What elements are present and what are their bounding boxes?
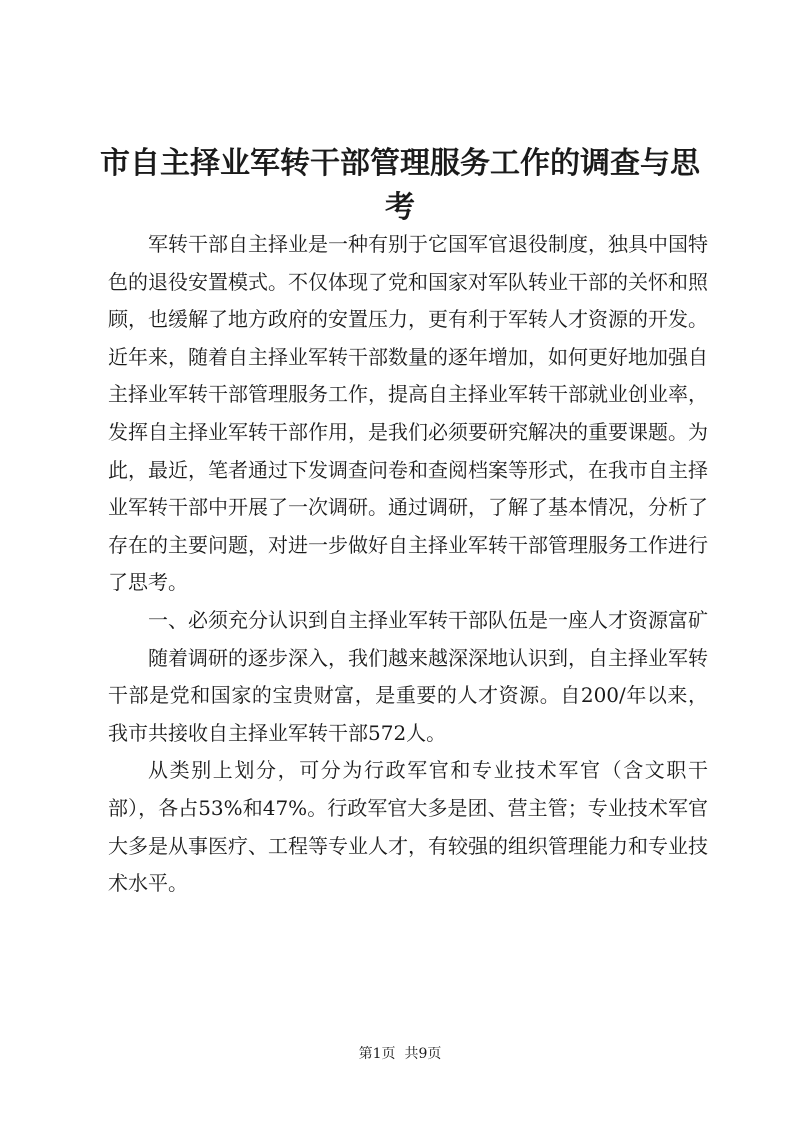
document-title: 市自主择业军转干部管理服务工作的调查与思考 bbox=[100, 146, 700, 225]
document-body bbox=[108, 226, 708, 903]
page-number: 第1页 bbox=[358, 1046, 396, 1062]
section-heading-1: 一、必须充分认识到自主择业军转干部队伍是一座人才资源富矿 bbox=[148, 607, 708, 632]
total-pages: 共9页 bbox=[404, 1046, 442, 1062]
page-footer bbox=[0, 1044, 800, 1064]
paragraph-intro: 军转干部自主择业是一种有别于它国军官退役制度，独具中国特色的退役安置模式。不仅体现了党和国家对军队转业干部的关怀和照顾，也缓解了地方政府的安置压力，更有利于军转人才资源的开发。近年来，随着自主择业军转干部数量的逐年增加，如何更好地加强自主择业军转干部管理服务工作，提高自主择业军转干部就业创业率，发挥自主择业军转干部作用，是我们必须要研究解决的重要课题。为此，最近，笔者通过下发调查问卷和查阅档案等形式，在我市自主择业军转干部中开展了一次调研。通过调研，了解了基本情况，分析了存在的主要问题，对进一步做好自主择业军转干部管理服务工作进行了思考。 bbox=[108, 232, 708, 595]
paragraph-talent: 随着调研的逐步深入，我们越来越深深地认识到，自主择业军转干部是党和国家的宝贵财富，是重要的人才资源。自200/年以来，我市共接收自主择业军转干部572人。 bbox=[108, 645, 708, 745]
paragraph-categories: 从类别上划分，可分为行政军官和专业技术军官（含文职干部），各占53%和47%。行政军官大多是团、营主管；专业技术军官大多是从事医疗、工程等专业人才，有较强的组织管理能力和专业技术水平。 bbox=[108, 758, 708, 896]
